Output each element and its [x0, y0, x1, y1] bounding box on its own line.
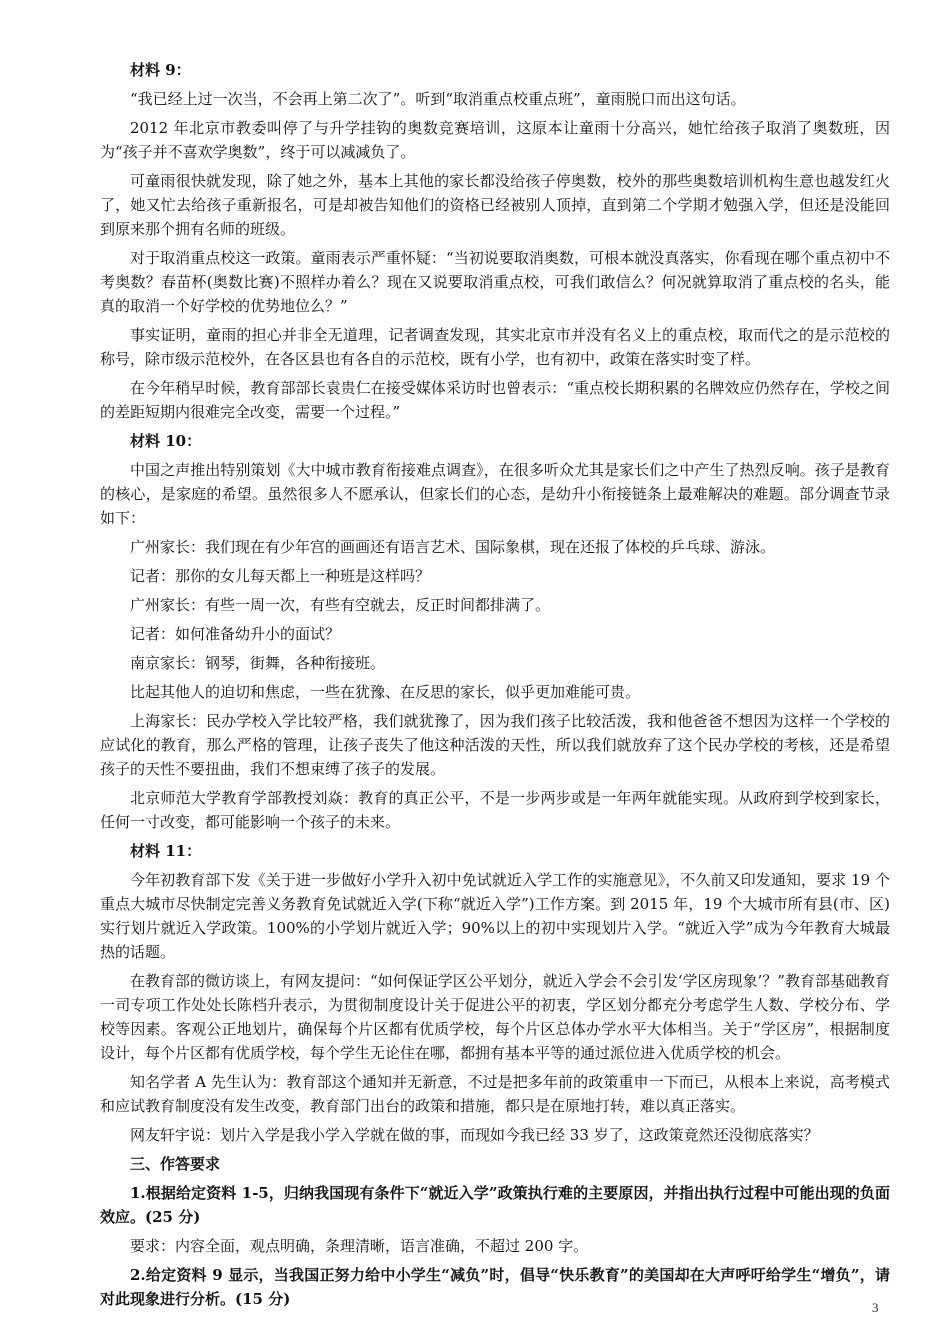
question-1: 1.根据给定资料 1-5，归纳我国现有条件下“就近入学”政策执行难的主要原因，并指出执行过程中可能出现的负面效应。(25 分)	[100, 1184, 890, 1226]
material-10-heading: 材料 10：	[130, 432, 202, 450]
material-10-paragraph: 广州家长：我们现在有少年宫的画画还有语言艺术、国际象棋，现在还报了体校的乒乓球、游泳。	[130, 538, 776, 556]
material-11-paragraph: 今年初教育部下发《关于进一步做好小学升入初中免试就近入学工作的实施意见》，不久前又印发通知，要求 19 个重点大城市尽快制定完善义务教育免试就近入学(下称“就近入学”)工作方案。到 2015 年，19 个大城市所有县(市、区)实行划片就近入学政策。100%的小学划片就近入学；90%以上的初中实现划片入学。“就近入学”成为今年教育大城最热的话题。	[100, 871, 890, 961]
material-9-paragraph: 在今年稍早时候，教育部部长袁贵仁在接受媒体采访时也曾表示：“重点校长期积累的名牌效应仍然存在，学校之间的差距短期内很难完全改变，需要一个过程。”	[100, 379, 890, 421]
material-10-paragraph: 上海家长：民办学校入学比较严格，我们就犹豫了，因为我们孩子比较活泼，我和他爸爸不想因为这样一个学校的应试化的教育，那么严格的管理，让孩子丧失了他这种活泼的天性，所以我们就放弃了这个民办学校的考核，还是希望孩子的天性不要扭曲，我们不想束缚了孩子的发展。	[100, 712, 890, 778]
material-9-paragraph: 可童雨很快就发现，除了她之外，基本上其他的家长都没给孩子停奥数，校外的那些奥数培训机构生意也越发红火了，她又忙去给孩子重新报名，可是却被告知他们的资格已经被别人顶掉，直到第二个学期才勉强入学，但还是没能回到原来那个拥有名师的班级。	[100, 172, 890, 238]
material-10-paragraph: 中国之声推出特别策划《大中城市教育衔接难点调查》，在很多听众尤其是家长们之中产生了热烈反响。孩子是教育的核心，是家庭的希望。虽然很多人不愿承认，但家长们的心态，是幼升小衔接链条上最难解决的难题。部分调查节录如下：	[100, 461, 890, 527]
material-10-paragraph: 记者：那你的女儿每天都上一种班是这样吗？	[130, 567, 431, 585]
material-9-paragraph: “我已经上过一次当，不会再上第二次了”。听到“取消重点校重点班”，童雨脱口而出这句话。	[130, 90, 746, 108]
page-number: 3	[872, 1300, 879, 1315]
material-9-paragraph: 2012 年北京市教委叫停了与升学挂钩的奥数竞赛培训，这原本让童雨十分高兴，她忙给孩子取消了奥数班，因为“孩子并不喜欢学奥数”，终于可以减减负了。	[100, 119, 890, 161]
material-9-paragraph: 对于取消重点校这一政策。童雨表示严重怀疑：“当初说要取消奥数，可根本就没真落实，你看现在哪个重点初中不考奥数？春苗杯(奥数比赛)不照样办着么？现在又说要取消重点校，可我们敢信么？何况就算取消了重点校的名头，能真的取消一个好学校的优势地位么？”	[100, 249, 890, 315]
material-10-paragraph: 北京师范大学教育学部教授刘焱：教育的真正公平，不是一步两步或是一年两年就能实现。从政府到学校到家长，任何一寸改变，都可能影响一个孩子的未来。	[100, 789, 890, 831]
material-11-paragraph: 网友轩宇说：划片入学是我小学入学就在做的事，而现如今我已经 33 岁了，这政策竟然还没彻底落实？	[130, 1126, 819, 1144]
material-11-paragraph: 知名学者 A 先生认为：教育部这个通知并无新意，不过是把多年前的政策重申一下而已，从根本上来说，高考模式和应试教育制度没有发生改变，教育部门出台的政策和措施，都只是在原地打转，难以真正落实。	[100, 1073, 890, 1115]
material-10-paragraph: 比起其他人的迫切和焦虑，一些在犹豫、在反思的家长，似乎更加难能可贵。	[130, 683, 641, 701]
requirements-heading: 三、作答要求	[130, 1155, 221, 1173]
material-10-paragraph: 广州家长：有些一周一次，有些有空就去，反正时间都排满了。	[130, 596, 551, 614]
document-body	[100, 58, 890, 1316]
material-11-heading: 材料 11：	[130, 842, 202, 860]
material-9-heading: 材料 9：	[130, 61, 191, 79]
material-9-paragraph: 事实证明，童雨的担心并非全无道理，记者调查发现，其实北京市并没有名义上的重点校，取而代之的是示范校的称号，除市级示范校外，在各区县也有各自的示范校，既有小学，也有初中，政策在落实时变了样。	[100, 326, 890, 368]
question-1-requirement: 要求：内容全面，观点明确，条理清晰，语言准确，不超过 200 字。	[130, 1237, 589, 1255]
material-10-paragraph: 南京家长：钢琴，街舞，各种衔接班。	[130, 654, 386, 672]
question-2: 2.给定资料 9 显示，当我国正努力给中小学生“减负”时，倡导“快乐教育”的美国却在大声呼吁给学生“增负”，请对此现象进行分析。(15 分)	[100, 1266, 890, 1308]
material-10-paragraph: 记者：如何准备幼升小的面试？	[130, 625, 341, 643]
material-11-paragraph: 在教育部的微访谈上，有网友提问：“如何保证学区公平划分，就近入学会不会引发‘学区房现象’？”教育部基础教育一司专项工作处处长陈档升表示，为贯彻制度设计关于促进公平的初衷，学区划分都充分考虑学生人数、学校分布、学校等因素。客观公正地划片，确保每个片区都有优质学校，每个片区总体办学水平大体相当。关于“学区房”，根据制度设计，每个片区都有优质学校，每个学生无论住在哪，都拥有基本平等的通过派位进入优质学校的机会。	[100, 972, 890, 1062]
